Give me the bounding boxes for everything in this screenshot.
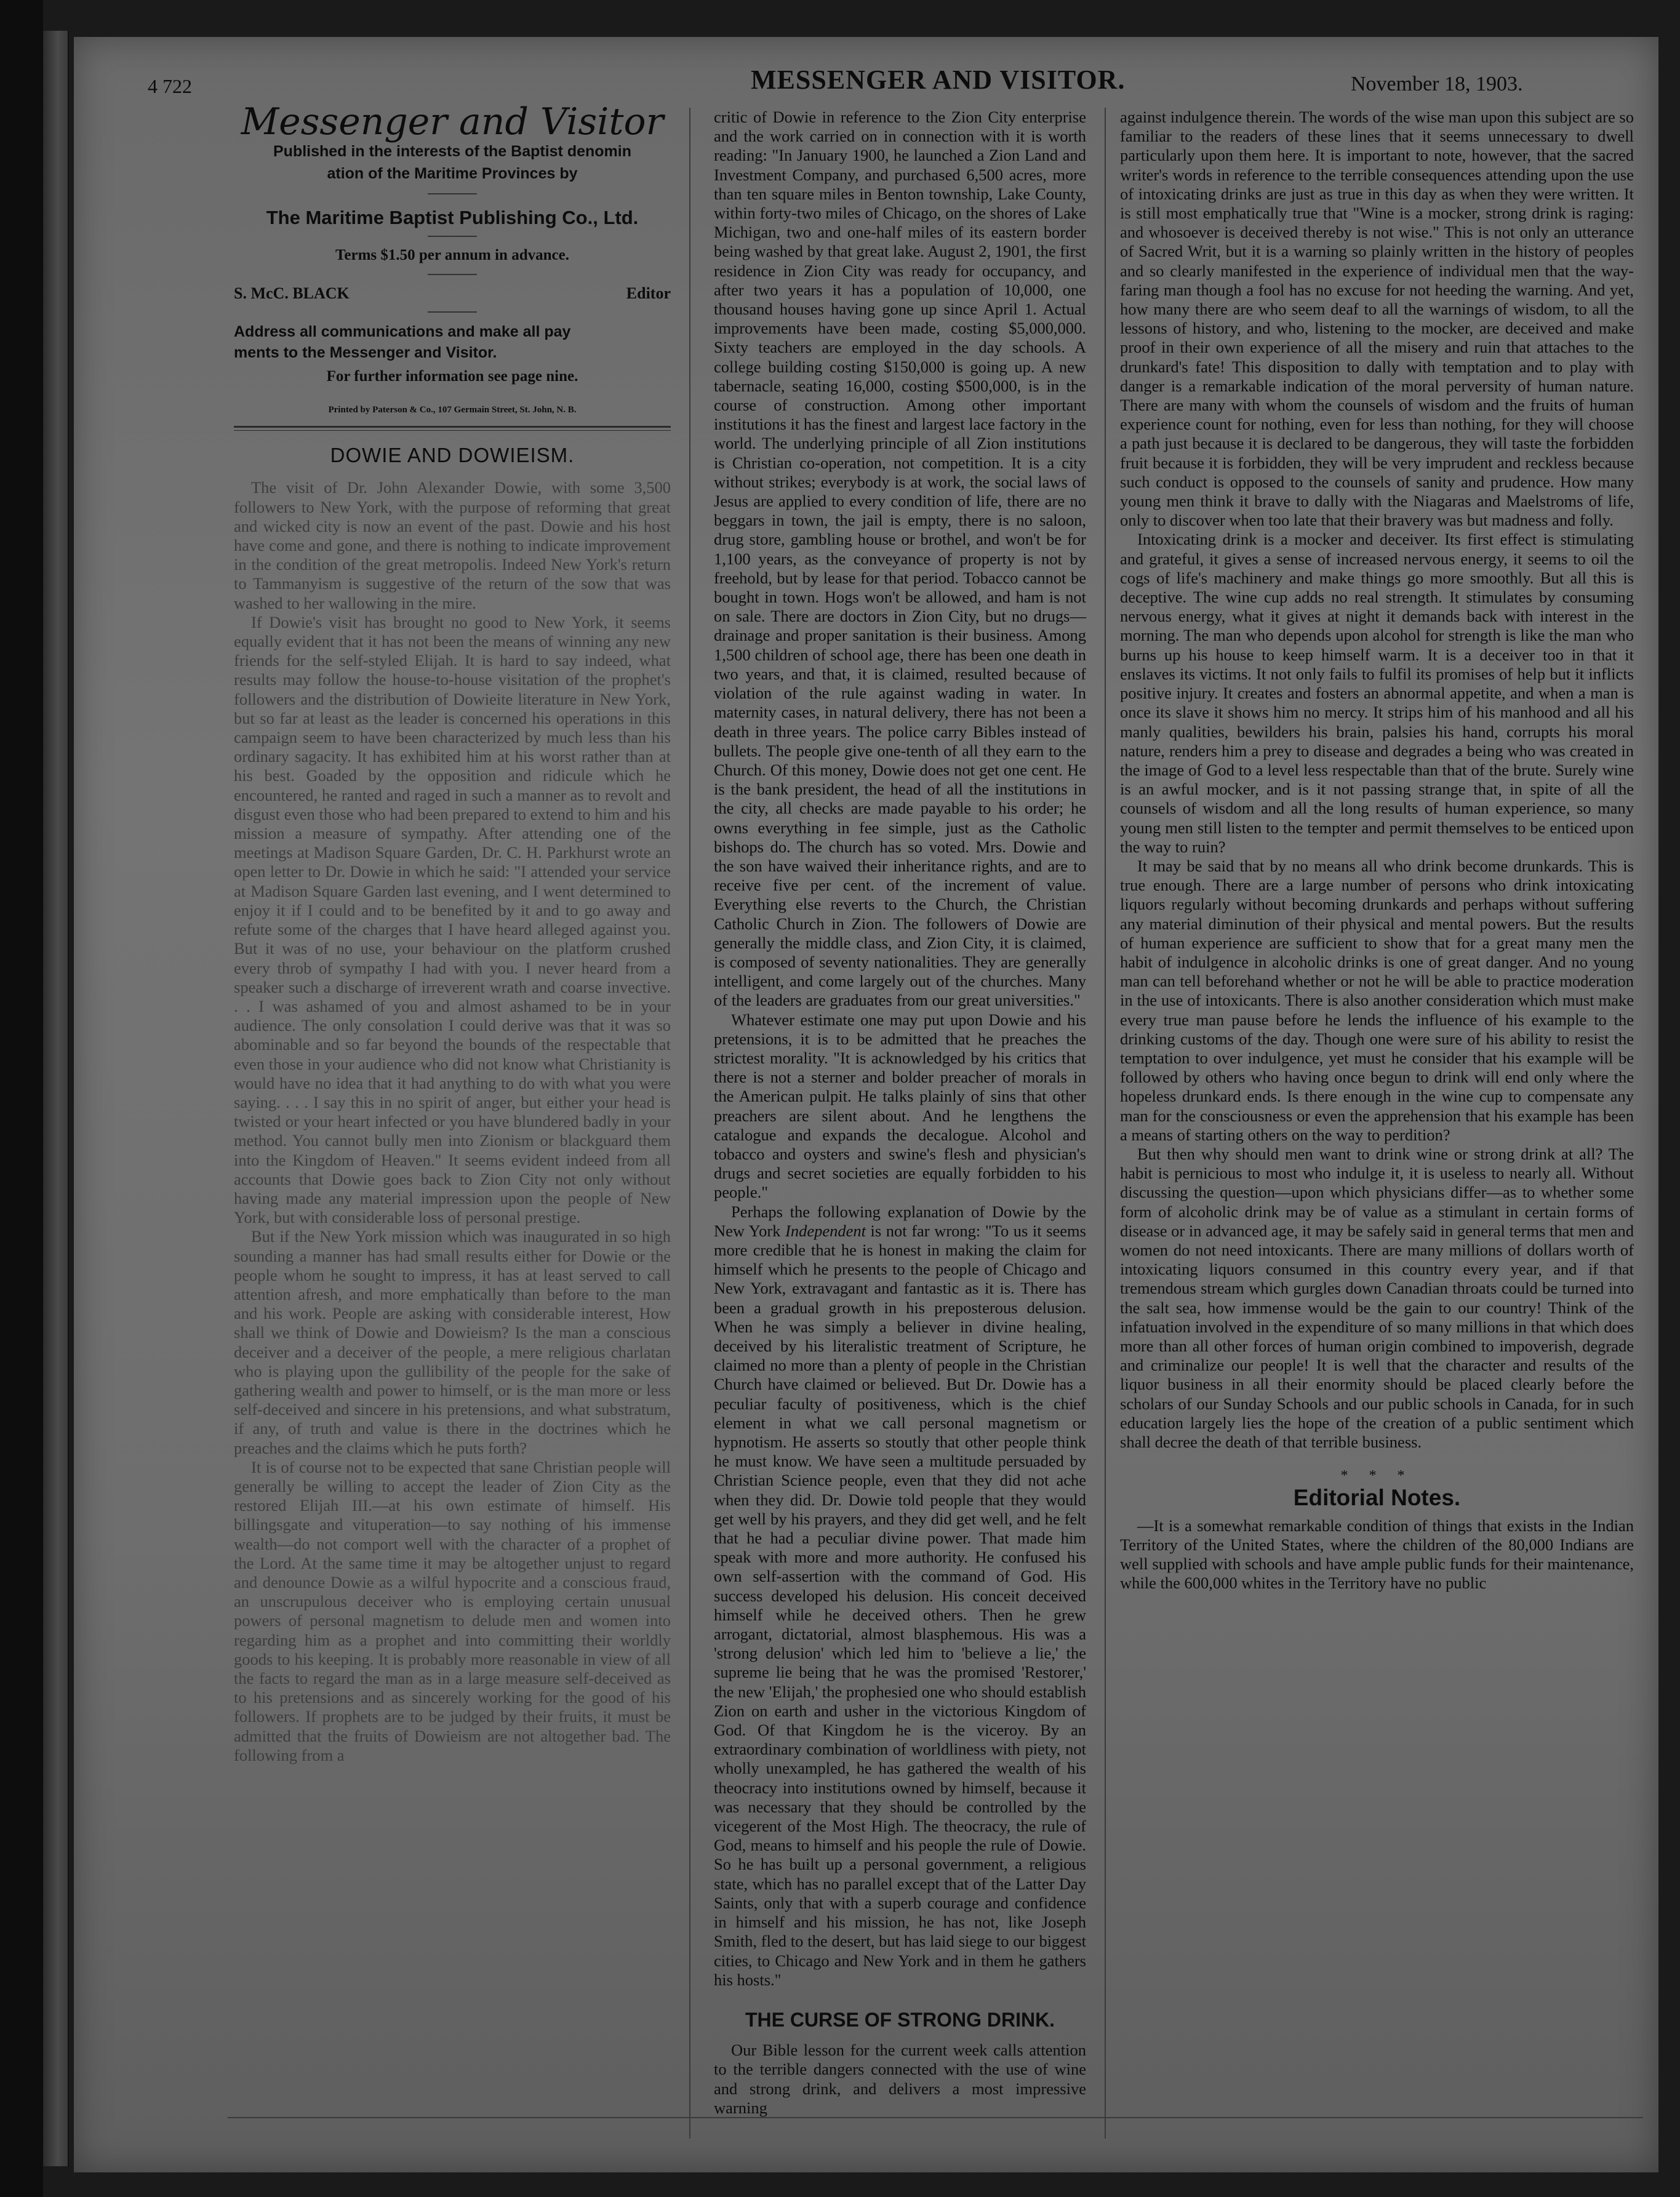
article-paragraph: against indulgence therein. The words of the wise man upon this subject are so familiar to the readers of these lines that it seems unnecessary to dwell particularly upon them here. It is important to note, however, that the sacred writer's words in reference to the terrible consequences attending upon the use of intoxicating drinks are just as true in this day as when they were written. It is still most emphatically true that "Wine is a mocker, strong drink is raging: and whosoever is deceived thereby is not wise." This is not only an utterance of Sacred Writ, but it is a warning so plainly written in the history of peoples and so clearly manifested in the experience of individual men that the way-faring man though a fool has no excuse for not heeding the warning. And yet, how many there are who seem deaf to all the warnings of wisdom, to all the lessons of history, and who, listening to the mocker, are deceived and make proof in their own experience of all the misery and ruin that attaches to the drunkard's fate! This disposition to dally with temptation and to play with danger is a remarkable indication of the moral perversity of human nature. There are many with whom the counsels of wisdom and the fruits of human experience count for nothing, even for less than nothing, for they will choose a path just because it is declared to be dangerous, they will taste the forbidden fruit because it is forbidden, they will be very imprudent and reckless because such conduct is opposed to the counsels of sanity and prudence. How many young men think it brave to dally with the Niagaras and Maelstroms of life, only to discover when too late that their bravery was but madness and folly. (1120, 108, 1634, 530)
printer-line: Printed by Paterson & Co., 107 Germain Street, St. John, N. B. (328, 405, 577, 415)
column-rule-1 (689, 108, 690, 2139)
italic-title: Independent (785, 1221, 866, 1240)
article-paragraph: But if the New York mission which was inaugurated in so high sounding a manner has had small results either for Dowie or the people whom he sought to impress, it has at least served to call attention afresh, and more emphatically than before to the man and his work. People are asking with considerable interest, How shall we think of Dowie and Dowieism? Is the man a conscious deceiver and a deceiver of the people, a mere religious charlatan who is playing upon the gullibility of the people for the sake of gathering wealth and power to himself, or is the man more or less self-deceived and sincere in his pretensions, and what substratum, if any, of truth and value is there in the doctrines which he preaches and the claims which he puts forth? (234, 1227, 671, 1457)
masthead-rule (234, 426, 671, 431)
masthead-divider (428, 274, 477, 275)
article-paragraph: Our Bible lesson for the current week calls attention to the terrible dangers connected with the use of wine and strong drink, and delivers a most impressive warning (714, 2041, 1086, 2117)
masthead-title: Messenger and Visitor (241, 100, 664, 143)
section-ornament: * * * (1340, 1468, 1414, 1484)
page-stack-edge (43, 31, 69, 2166)
newspaper-page (74, 37, 1658, 2172)
masthead-divider (428, 311, 477, 313)
article-paragraph: It may be said that by no means all who drink become drunkards. This is true enough. There are a large number of persons who drink intoxicating liquors regularly without becoming drunkards and perhaps without suffering any material diminution of their physical and mental powers. But the results of human experience are sufficient to show that for a great many men the habit of indulgence in alcoholic drinks is one of great danger. And no young man can tell beforehand whether or not he will be able to practice moderation in the use of intoxicants. There is also another consideration which must make every true man pause before he lends the influence of his example to the drinking customs of the day. Though one were sure of his ability to resist the temptation to over indulgence, yet must he consider that his example will be followed by others who having once begun to drink will end only where the hopeless drunkard ends. Is there enough in the wine cup to compensate any man for the consciousness or even the apprehension that his example has been a means of starting others on the way to perdition? (1120, 856, 1634, 1144)
article-paragraph: The visit of Dr. John Alexander Dowie, with some 3,500 followers to New York, with the purpose of reforming that great and wicked city is now an event of the past. Dowie and his host have come and gone, and there is nothing to indicate improvement in the condition of the great metropolis. Indeed New York's return to Tammanyism is suggestive of the return of the sow that was washed to her wallowing in the mire. (234, 478, 671, 612)
article-paragraph: If Dowie's visit has brought no good to New York, it seems equally evident that it has not been the means of winning any new friends for the self-styled Elijah. It is hard to say indeed, what results may follow the house-to-house visitation of the prophet's followers and the distribution of Dowieite literature in New York, but so far at least as the leader is concerned his operations in this campaign seem to have been characterized by much less than his ordinary sagacity. It has exhibited him at his worst rather than at his best. Goaded by the opposition and ridicule which he encountered, he ranted and raged in such a manner as to revolt and disgust even those who had been prepared to extend to him and his mission a measure of sympathy. After attending one of the meetings at Madison Square Garden, Dr. C. H. Parkhurst wrote an open letter to Dr. Dowie in which he said: "I attended your service at Madison Square Garden last evening, and I went determined to enjoy it if I could and to be benefited by it and to go away and refute some of the charges that I have heard alleged against you. But it was of no use, your behaviour on the platform crushed every throb of sympathy I had with you. I never heard from a speaker such a discharge of irreverent wrath and coarse invective. . . I was ashamed of you and almost ashamed to be in your audience. The only consolation I could derive was that it was so abominable and so far beyond the bounds of the respectable that even those in your audience who did not know what Christianity is would have no idea that it had anything to do with what you were saying. . . . I say this in no spirit of anger, but either your head is twisted or your heart infected or you have blundered badly in your method. You cannot bully men into Zionism or blackguard them into the Kingdom of Heaven." It seems evident indeed from all accounts that Dowie goes back to Zion City not only without having made any material impression upon the people of New York, but with considerable loss of personal prestige. (234, 612, 671, 1227)
column-2 (714, 108, 1086, 2118)
address-line-1: Address all communications and make all pay (234, 322, 571, 340)
masthead-line-1: Published in the interests of the Baptist denomin (273, 143, 631, 161)
editorial-notes-title: Editorial Notes. (1293, 1485, 1461, 1511)
address-line-2: ments to the Messenger and Visitor. (234, 343, 497, 361)
article-paragraph (714, 1203, 1086, 1990)
editor-role: Editor (626, 284, 671, 302)
publisher-name: The Maritime Baptist Publishing Co., Ltd. (266, 207, 639, 229)
subscription-terms: Terms $1.50 per annum in advance. (335, 247, 569, 264)
book-binding (0, 0, 43, 2197)
article-title-strong-drink: THE CURSE OF STRONG DRINK. (745, 2008, 1055, 2031)
masthead (234, 100, 671, 420)
article-paragraph: But then why should men want to drink wine or strong drink at all? The habit is pernicious to most who indulge it, it is useless to nearly all. Without discussing the question—upon which physicians differ—as to whether some form of alcoholic drink may be of value as a stimulant in certain forms of disease or in advanced age, it may be safely said in general terms that men and women do not need intoxicants. There are many millions of dollars worth of intoxicating liquors consumed in this country every year, and if that tremendous stream which gurgles down Canadian throats could be turned into the salt sea, how immense would be the gain to our country! Think of the infatuation involved in the expenditure of so many millions in that which does more than all other forces of human origin combined to impoverish, degrade and criminalize our people! It is well that the character and results of the liquor business in all their enormity should be placed clearly before the scholars of our Sunday Schools and our public schools in Canada, for in such education largely lies the hope of the creation of a public sentiment which shall decree the death of that terrible business. (1120, 1144, 1634, 1452)
column-1 (234, 100, 671, 1765)
article-paragraph: —It is a somewhat remarkable condition of things that exists in the Indian Territory of the United States, where the children of the 80,000 Indians are well supplied with schools and have ample public funds for their maintenance, while the 600,000 whites in the Territory have no public (1120, 1516, 1634, 1593)
bottom-rule (228, 2117, 1643, 2118)
paragraph-text: is not far wrong: "To us it seems more credible that he is honest in making the claim for himself which he presents to the people of Chicago and New York, extravagant and fantastic as it is. There has been a gradual growth in his preposterous delusion. When he was simply a believer in divine healing, deceived by his literalistic treatment of Scripture, he claimed no more than a plenty of people in the Christian Church have claimed or believed. But Dr. Dowie has a peculiar faculty of positiveness, which is the chief element in what we call personal magnetism or hypnotism. He asserts so stoutly that other people think he must know. We have seen a multitude persuaded by Christian Science people, even that they did not ache when they did. Dr. Dowie told people that they would get well by his prayers, and they did get well, and he felt that he had a peculiar divine power. That made him speak with more and more authority. He confused his own self-assertion with the command of God. His success developed his delusion. His conceit deceived himself while he deceived others. Then he grew arrogant, dictatorial, almost blasphemous. His was a 'strong delusion' which led him to 'believe a lie,' the supreme lie being that he was the promised 'Restorer,' the new 'Elijah,' the prophesied one who should establish Zion on earth and usher in the victorious Kingdom of God. Of that Kingdom he is the viceroy. By an extraordinary combination of worldliness with piety, not wholly unexampled, he has gathered the wealth of his theocracy into institutions owned by himself, because it was necessary that they should be controlled by the vicegerent of the Most High. The theocracy, the rule of God, means to himself and his people the rule of Dowie. So he has built up a personal government, a religious state, which has no parallel except that of the Latter Day Saints, only that with a superb courage and confidence in himself and his mission, he has not, like Joseph Smith, fled to the desert, but has laid siege to our biggest cities, to Chicago and New York and in them he gathers his hosts." (714, 1221, 1086, 1989)
editor-name: S. McC. BLACK (234, 284, 350, 302)
further-info: For further information see page nine. (326, 367, 578, 385)
masthead-line-2: ation of the Maritime Provinces by (327, 165, 578, 183)
page-header (74, 37, 1658, 97)
editor-line (234, 284, 671, 303)
masthead-divider (428, 236, 477, 237)
article-paragraph: It is of course not to be expected that sane Christian people will generally be willing to accept the leader of Zion City as the restored Elijah III.—at his own estimate of himself. His billingsgate and vituperation—to say nothing of his immense wealth—do not comport well with the character of a prophet of the Lord. At the same time it may be altogether unjust to regard and denounce Dowie as a wilful hypocrite and a conscious fraud, an unscrupulous deceiver who is employing certain unusual powers of personal magnetism to delude men and women into regarding him as a prophet and into committing their worldly goods to his keeping. It is probably more reasonable in view of all the facts to regard the man as in a large measure self-deceived as to his pretensions and as sincerely working for the good of his followers. If prophets are to be judged by their fruits, it must be admitted that the fruits of Dowieism are not altogether bad. The following from a (234, 1457, 671, 1764)
article-paragraph: Intoxicating drink is a mocker and deceiver. Its first effect is stimulating and grateful, it gives a sense of increased nervous energy, it seems to oil the cogs of life's machinery and make things go more smoothly. But all this is deceptive. The wine cup adds no real strength. It stimulates by consuming nervous energy, what it gives at night it demands back with interest in the morning. The man who depends upon alcohol for strength is like the man who burns up his house to keep himself warm. It is a deceiver too in that it enslaves its victims. It not only fails to fulfil its promises of help but it inflicts positive injury. It creates and fosters an abnormal appetite, and when a man is once its slave it shows him no mercy. It strips him of his manhood and all his manly qualities, bewilders his brain, palsies his hand, corrupts his moral nature, renders him a prey to disease and degrades a being who was created in the image of God to a level less respectable than that of the brute. Surely wine is an awful mocker, and is it not passing strange that, in spite of all the counsels of wisdom and all the long results of human experience, so many young men still listen to the tempter and permit themselves to be enticed upon the way to ruin? (1120, 530, 1634, 856)
column-rule-2 (1105, 108, 1106, 2139)
paragraph-text: Perhaps the following explanation of Dowie by the New York (714, 1202, 1086, 1240)
article-paragraph: Whatever estimate one may put upon Dowie and his pretensions, it is to be admitted that he preaches the strictest morality. "It is acknowledged by his critics that there is not a sterner and bolder preacher of morals in the American pulpit. He talks plainly of sins that other preachers are silent about. And he lengthens the catalogue and expands the decalogue. Alcohol and tobacco and oysters and swine's flesh and physician's drugs and secret societies are equally forbidden to his people." (714, 1010, 1086, 1202)
article-title-dowie: DOWIE AND DOWIEISM. (330, 444, 575, 467)
issue-date: November 18, 1903. (1351, 73, 1523, 95)
article-paragraph: critic of Dowie in reference to the Zion City enterprise and the work carried on in connection with it is worth reading: "In January 1900, he launched a Zion Land and Investment Company, and purchased 6,500 acres, more than ten square miles in Benton township, Lake County, within forty-two miles of Chicago, on the shores of Lake Michigan, two and one-half miles of its eastern border being washed by that great lake. August 2, 1901, the first residence in Zion City was ready for occupancy, and after two years it has a population of 10,000, one thousand houses having gone up since April 1. Actual improvements have been made, costing $5,000,000. Sixty teachers are employed in the day schools. A college building costing $150,000 is going up. A new tabernacle, seating 16,000, costing $500,000, is in the course of construction. Among other important institutions it has the finest and largest lace factory in the world. The underlying principle of all Zion institutions is Christian co-operation, not competition. It is a city without strikes; everybody is at work, the social laws of Jesus are applied to every condition of life, there are no beggars in town, the jail is empty, there is no saloon, drug store, gambling house or brothel, and won't be for 1,100 years, as the conveyance of property is not by freehold, but by lease for that period. Tobacco cannot be bought in town. Hogs won't be allowed, and ham is not on sale. There are doctors in Zion City, but no drugs—drainage and proper sanitation is their business. Among 1,500 children of school age, there has been one death in two years, and that, it is claimed, resulted because of violation of the rule against wading in water. In maternity cases, in natural delivery, there has not been a death in three years. The police carry Bibles instead of bullets. The people give one-tenth of all they earn to the Church. Of this money, Dowie does not get one cent. He is the bank president, the head of all the institutions in the city, all checks are made payable to his order; he owns everything in fee simple, just as the Catholic bishops do. The church has so voted. Mrs. Dowie and the son have waived their inheritance rights, and are to receive five per cent. of the increment of value. Everything else reverts to the Church, the Christian Catholic Church in Zion. The followers of Dowie are generally the middle class, and Zion City, it is claimed, is composed of seventy nationalities. They are generally intelligent, and come largely out of the churches. Many of the leaders are graduates from our great universities." (714, 108, 1086, 1010)
page-number: 4 722 (148, 75, 192, 97)
masthead-divider (428, 193, 477, 194)
newspaper-title: MESSENGER AND VISITOR. (751, 65, 1126, 95)
column-3 (1120, 108, 1634, 1593)
